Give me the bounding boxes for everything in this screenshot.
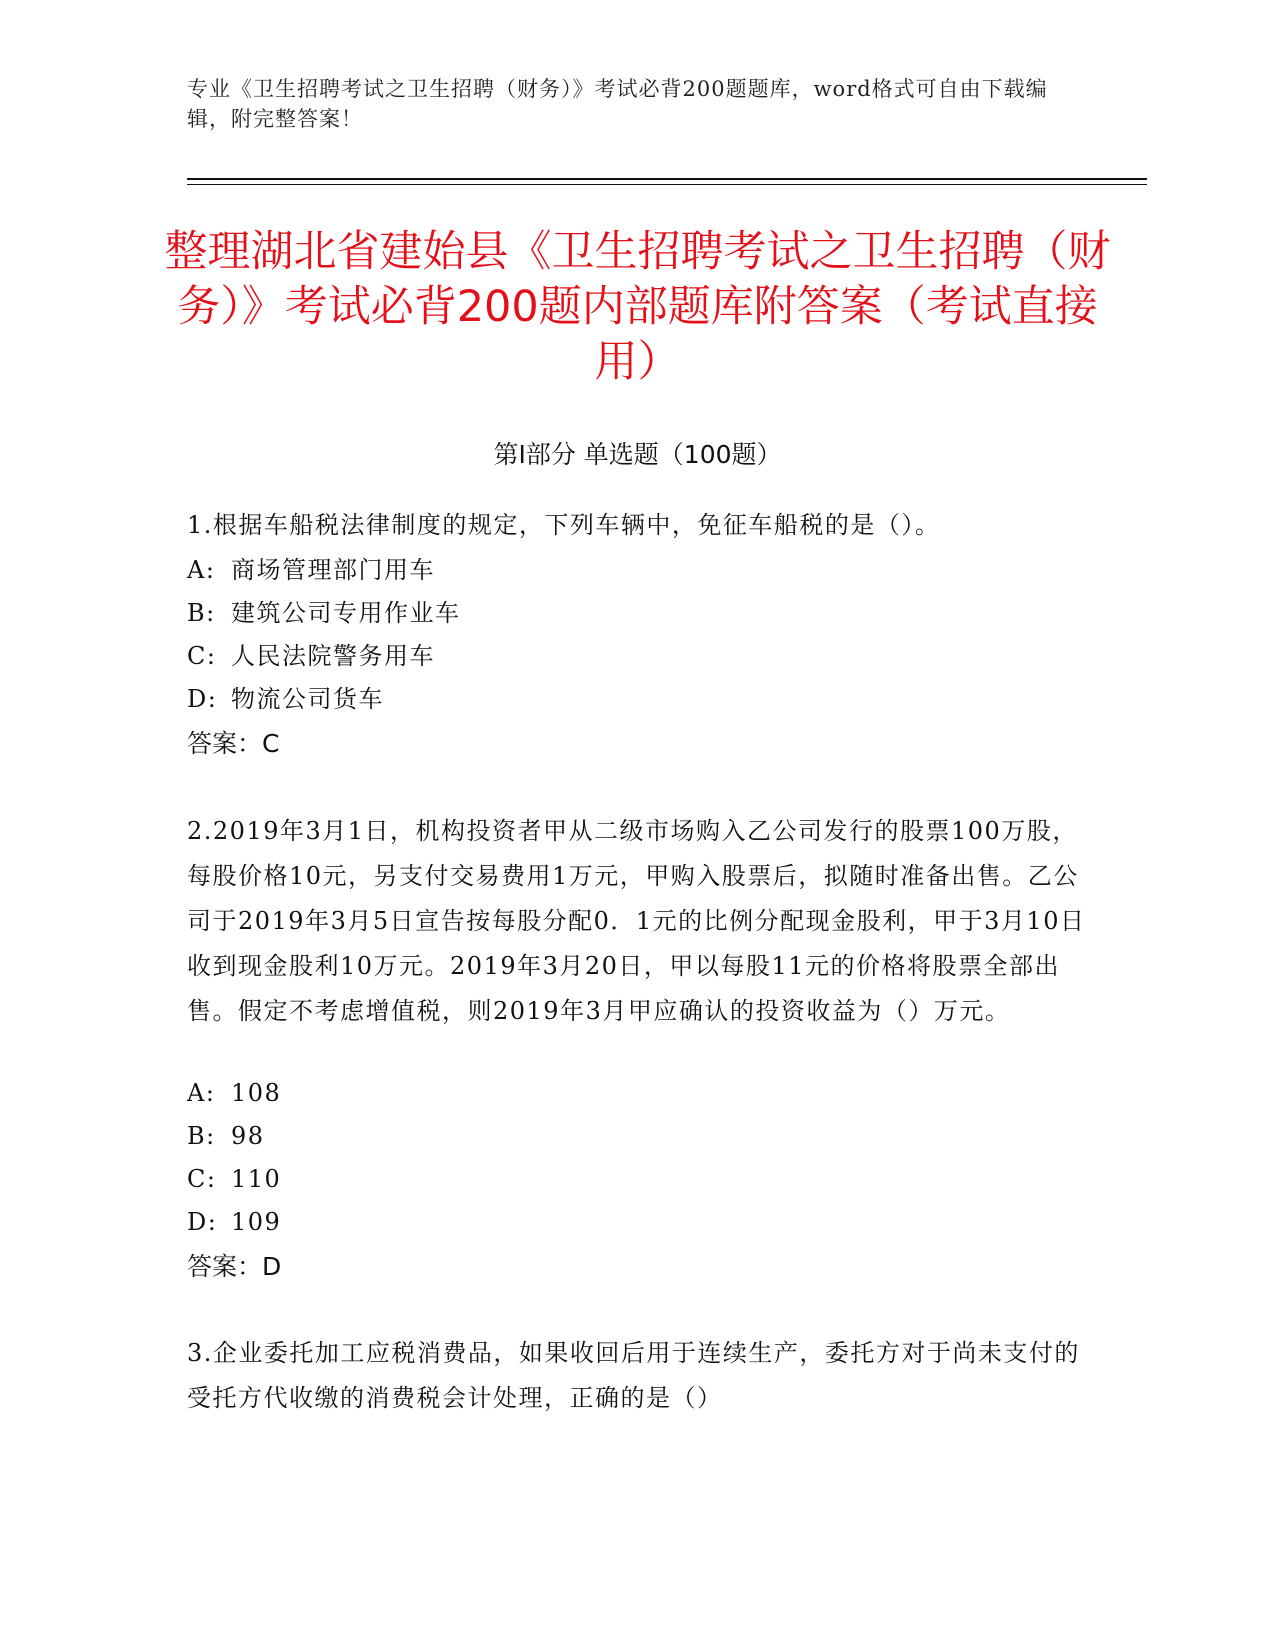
question-1-option-a (187, 548, 1087, 593)
question-1-answer: 答案：C (187, 729, 280, 758)
section-title: 第Ⅰ部分 单选题（100题） (493, 440, 782, 469)
question-2-answer: 答案：D (187, 1252, 282, 1281)
option-text: 人民法院警务用车 (231, 642, 435, 670)
question-1-option-c (187, 634, 1087, 679)
question-1-option-b (187, 591, 1087, 636)
option-text: 商场管理部门用车 (231, 556, 435, 584)
question-2-option-b (187, 1114, 1087, 1159)
question-2-text: 2.2019年3月1日，机构投资者甲从二级市场购入乙公司发行的股票100万股，每股价格10元，另支付交易费用1万元，甲购入股票后，拟随时准备出售。乙公司于2019年3月5日宣告按每股分配0．1元的比例分配现金股利，甲于3月10日收到现金股利10万元。2019年3月20日，甲以每股11元的价格将股票全部出售。假定不考虑增值税，则2019年3月甲应确认的投资收益为（）万元。 (187, 817, 1086, 1025)
option-label: C: (187, 1165, 217, 1193)
header-note: 专业《卫生招聘考试之卫生招聘（财务）》考试必背200题题库，word格式可自由下载编辑，附完整答案！ (187, 77, 1048, 131)
question-1-option-d (187, 677, 1087, 722)
option-label: A: (187, 556, 216, 584)
document-title: 整理湖北省建始县《卫生招聘考试之卫生招聘（财务）》考试必背200题内部题库附答案（考试直接用） (164, 227, 1111, 387)
option-text: 98 (231, 1122, 265, 1150)
option-label: B: (187, 1122, 216, 1150)
header-rule-thin (187, 184, 1147, 185)
question-1-text: 1.根据车船税法律制度的规定，下列车辆中，免征车船税的是（）。 (187, 511, 941, 539)
option-text: 物流公司货车 (231, 685, 384, 713)
question-3-text: 3.企业委托加工应税消费品，如果收回后用于连续生产，委托方对于尚未支付的受托方代收缴的消费税会计处理，正确的是（） (187, 1339, 1080, 1412)
question-2-option-a (187, 1071, 1087, 1116)
option-text: 110 (231, 1165, 282, 1193)
option-label: D: (187, 1208, 218, 1236)
option-text: 109 (231, 1208, 282, 1236)
header-rule-thick (187, 178, 1147, 180)
option-label: A: (187, 1079, 216, 1107)
question-2-option-c (187, 1157, 1087, 1202)
option-label: C: (187, 642, 217, 670)
option-label: B: (187, 599, 216, 627)
option-label: D: (187, 685, 218, 713)
option-text: 108 (231, 1079, 282, 1107)
option-text: 建筑公司专用作业车 (231, 599, 461, 627)
question-2-option-d (187, 1200, 1087, 1245)
